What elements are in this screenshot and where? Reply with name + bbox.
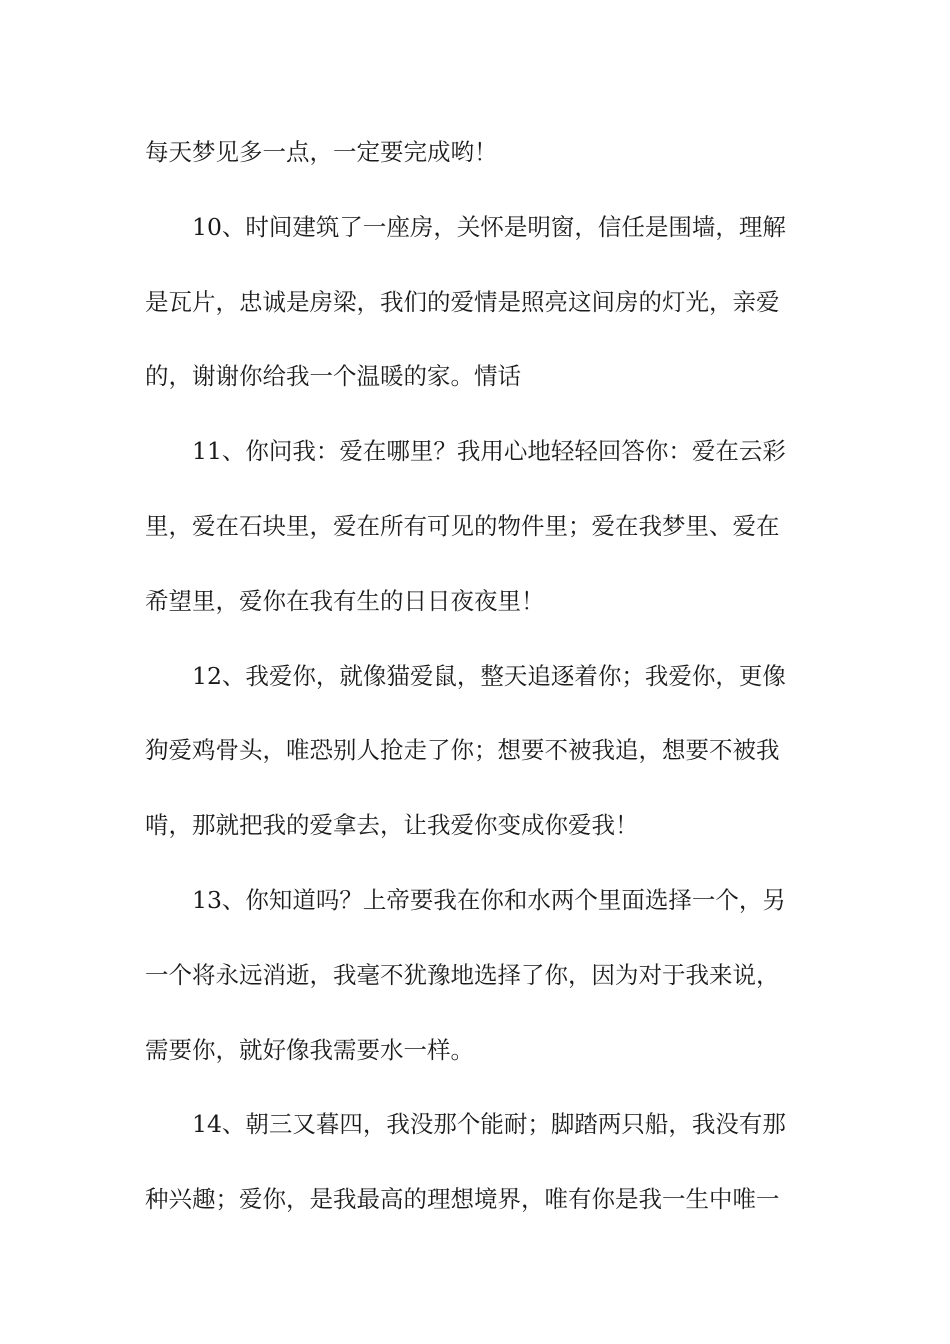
- text-line: 13、你知道吗？上帝要我在你和水两个里面选择一个，另: [192, 885, 786, 914]
- text-line: 种兴趣；爱你，是我最高的理想境界，唯有你是我一生中唯一: [145, 1185, 780, 1214]
- text-line: 需要你，就好像我需要水一样。: [145, 1035, 474, 1064]
- text-line: 12、我爱你，就像猫爱鼠，整天追逐着你；我爱你，更像: [192, 661, 786, 690]
- text-line: 14、朝三又暮四，我没那个能耐；脚踏两只船，我没有那: [192, 1110, 786, 1139]
- document-body: [145, 128, 810, 1250]
- text-line: 11、你问我：爱在哪里？我用心地轻轻回答你：爱在云彩: [192, 437, 786, 466]
- text-line: 的，谢谢你给我一个温暖的家。情话: [145, 362, 521, 391]
- text-line: 希望里，爱你在我有生的日日夜夜里！: [145, 586, 545, 615]
- text-line: 里，爱在石块里，爱在所有可见的物件里；爱在我梦里、爱在: [145, 511, 780, 540]
- text-line: 每天梦见多一点，一定要完成哟！: [145, 138, 498, 166]
- text-line: 一个将永远消逝，我毫不犹豫地选择了你，因为对于我来说，: [145, 960, 780, 989]
- text-line: 啃，那就把我的爱拿去，让我爱你变成你爱我！: [145, 811, 639, 840]
- text-line: 是瓦片，忠诚是房梁，我们的爱情是照亮这间房的灯光，亲爱: [145, 287, 780, 316]
- text-line: 10、时间建筑了一座房，关怀是明窗，信任是围墙，理解: [192, 212, 786, 241]
- text-line: 狗爱鸡骨头，唯恐别人抢走了你；想要不被我追，想要不被我: [145, 736, 780, 765]
